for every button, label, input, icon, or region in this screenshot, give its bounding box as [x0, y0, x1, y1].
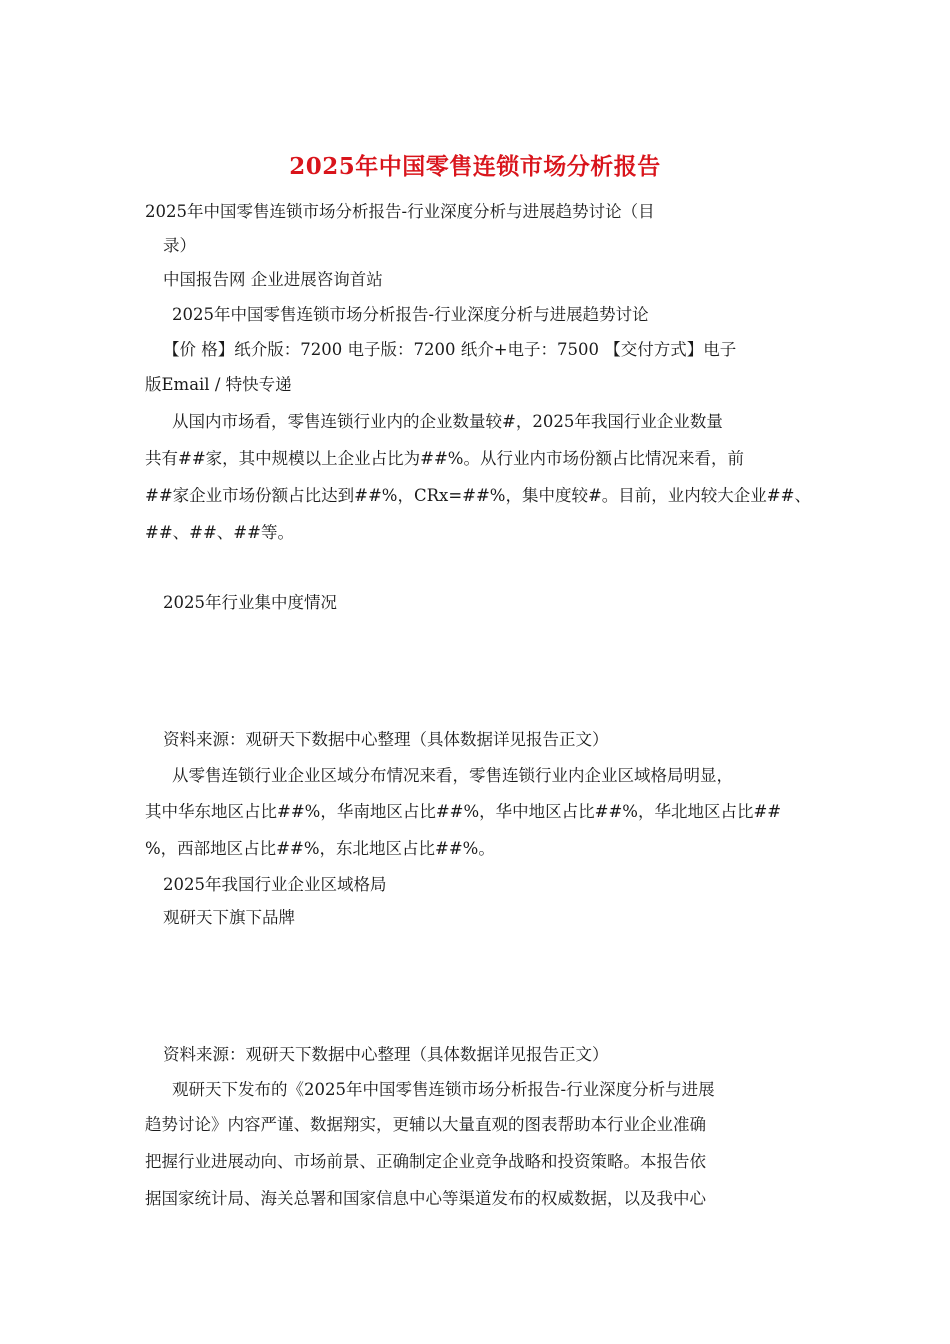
text-line: 中国报告网 企业进展咨询首站 — [163, 270, 383, 289]
text-line: ##、##、##等。 — [145, 523, 294, 542]
text-line: ##家企业市场份额占比达到##%，CRx=##%，集中度较#。目前，业内较大企业##、 — [145, 486, 811, 505]
text-line: 录） — [163, 236, 196, 255]
text-line: 2025年中国零售连锁市场分析报告-行业深度分析与进展趋势讨论（目 — [145, 202, 655, 221]
text-line: 2025年我国行业企业区域格局 — [163, 875, 387, 894]
text-line: 从零售连锁行业企业区域分布情况来看，零售连锁行业内企业区域格局明显， — [172, 766, 733, 785]
document-title: 2025年中国零售连锁市场分析报告 — [289, 153, 661, 180]
text-line: 【价 格】纸介版：7200 电子版：7200 纸介+电子：7500 【交付方式】电子 — [163, 340, 737, 359]
text-line: 趋势讨论》内容严谨、数据翔实，更辅以大量直观的图表帮助本行业企业准确 — [145, 1115, 706, 1134]
text-line: 资料来源：观研天下数据中心整理（具体数据详见报告正文） — [163, 730, 609, 749]
text-line: 版Email / 特快专递 — [145, 375, 292, 394]
text-line: 2025年行业集中度情况 — [163, 593, 337, 612]
text-line: 资料来源：观研天下数据中心整理（具体数据详见报告正文） — [163, 1045, 609, 1064]
text-line: 其中华东地区占比##%，华南地区占比##%，华中地区占比##%，华北地区占比## — [145, 802, 782, 821]
text-line: 观研天下旗下品牌 — [163, 908, 295, 927]
text-line: 据国家统计局、海关总署和国家信息中心等渠道发布的权威数据，以及我中心 — [145, 1189, 706, 1208]
text-line: 把握行业进展动向、市场前景、正确制定企业竞争战略和投资策略。本报告依 — [145, 1152, 706, 1171]
text-line: 观研天下发布的《2025年中国零售连锁市场分析报告-行业深度分析与进展 — [172, 1080, 715, 1099]
text-line: 2025年中国零售连锁市场分析报告-行业深度分析与进展趋势讨论 — [172, 305, 649, 324]
text-line: 从国内市场看，零售连锁行业内的企业数量较#，2025年我国行业企业数量 — [172, 412, 723, 431]
text-line: 共有##家，其中规模以上企业占比为##%。从行业内市场份额占比情况来看，前 — [145, 449, 744, 468]
text-line: %，西部地区占比##%，东北地区占比##%。 — [145, 839, 495, 858]
